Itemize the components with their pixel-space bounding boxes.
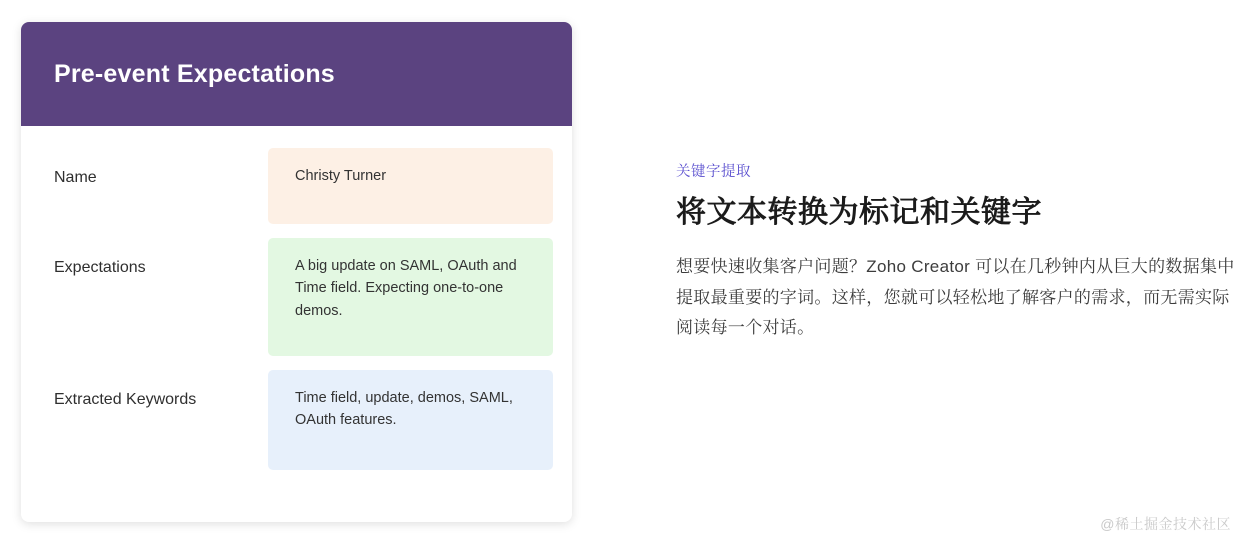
section-headline: 将文本转换为标记和关键字 xyxy=(676,196,1042,229)
field-value-expectations[interactable]: A big update on SAML, OAuth and Time field. Expecting one-to-one demos. xyxy=(268,238,553,356)
card-title: Pre-event Expectations xyxy=(54,59,335,88)
field-row xyxy=(54,238,553,356)
field-value-extracted-keywords[interactable]: Time field, update, demos, SAML, OAuth features. xyxy=(268,370,553,470)
field-label-expectations: Expectations xyxy=(54,259,146,276)
section-body-text: 想要快速收集客户问题？Zoho Creator 可以在几秒钟内从巨大的数据集中提取最重要的字词。这样，您就可以轻松地了解客户的需求，而无需实际阅读每一个对话。 xyxy=(676,257,1235,338)
card-header xyxy=(21,22,572,126)
watermark: @稀土掘金技术社区 xyxy=(1100,516,1231,532)
section-eyebrow: 关键字提取 xyxy=(676,164,751,180)
field-label-name: Name xyxy=(54,169,97,186)
marketing-copy-panel xyxy=(676,160,1236,344)
field-row xyxy=(54,370,553,470)
pre-event-expectations-card xyxy=(21,22,572,522)
card-body xyxy=(21,126,572,470)
field-row xyxy=(54,148,553,224)
field-value-name[interactable]: Christy Turner xyxy=(268,148,553,224)
field-label-extracted-keywords: Extracted Keywords xyxy=(54,391,197,408)
